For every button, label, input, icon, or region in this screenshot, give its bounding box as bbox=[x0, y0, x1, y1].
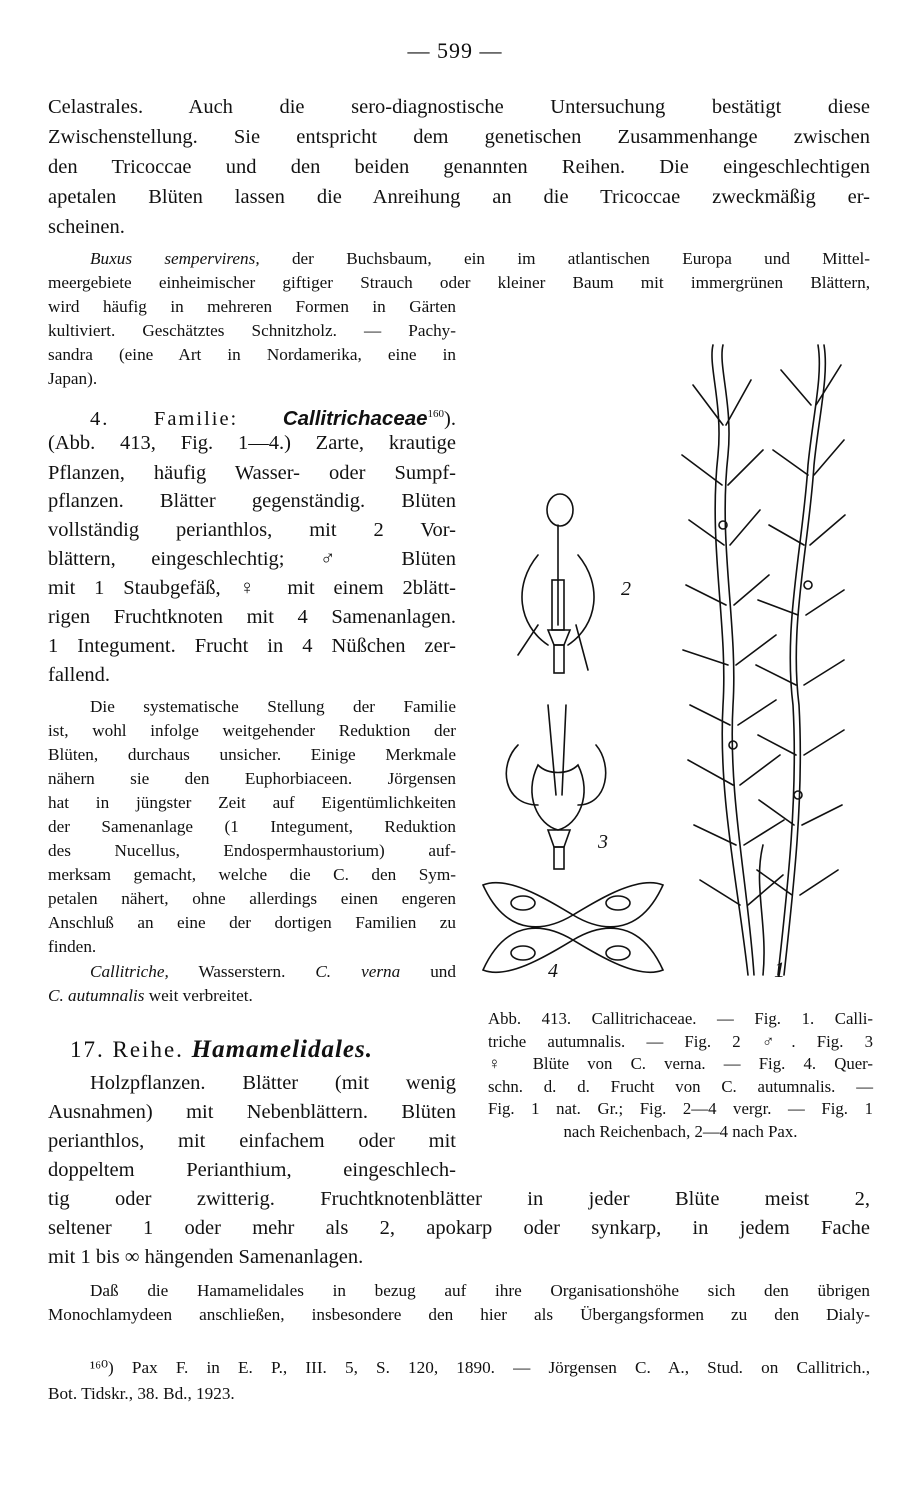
text-line: rigen Fruchtknoten mit 4 Samenanlagen. bbox=[48, 606, 456, 628]
small-text-line bbox=[90, 960, 456, 984]
text-line: Ausnahmen) mit Nebenblättern. Blüten bbox=[48, 1101, 456, 1123]
callitriche-plant-drawing bbox=[682, 345, 845, 975]
text-line: blättern, eingeschlechtig; ♂ Blüten bbox=[48, 548, 456, 570]
male-flower-drawing bbox=[518, 494, 594, 673]
caption-line: triche autumnalis. — Fig. 2 ♂. Fig. 3 bbox=[488, 1031, 873, 1051]
text-line: vollständig perianthlos, mit 2 Vor- bbox=[48, 519, 456, 541]
text-line: Holzpflanzen. Blätter (mit wenig bbox=[90, 1072, 456, 1094]
text-span: und bbox=[400, 962, 456, 981]
text-line: Zwischenstellung. Sie entspricht dem genetischen Zusammenhange zwischen bbox=[48, 126, 870, 148]
species-name: Buxus sempervirens, bbox=[90, 249, 260, 268]
heading-number: 17. Reihe. bbox=[70, 1037, 192, 1062]
caption-line: schn. d. d. Frucht von C. autumnalis. — bbox=[488, 1076, 873, 1096]
text-span: 4. Familie: bbox=[90, 407, 283, 430]
footnote-line: Bot. Tidskr., 38. Bd., 1923. bbox=[48, 1384, 235, 1403]
family-heading-line bbox=[90, 400, 456, 433]
text-line: (Abb. 413, Fig. 1—4.) Zarte, krautige bbox=[48, 432, 456, 454]
figure-label-2: 2 bbox=[621, 578, 631, 600]
buxus-line: sandra (eine Art in Nordamerika, eine in bbox=[48, 345, 456, 364]
footnote-ref: 160 bbox=[427, 408, 445, 420]
text-line: perianthlos, mit einfachem oder mit bbox=[48, 1130, 456, 1152]
buxus-line: meergebiete einheimischer giftiger Strauch oder kleiner Baum mit immergrünen Blättern, bbox=[48, 273, 870, 292]
text-line: fallend. bbox=[48, 664, 111, 686]
caption-line: Fig. 1 nat. Gr.; Fig. 2—4 vergr. — Fig. 1 bbox=[488, 1099, 873, 1119]
text-line: mit 1 Staubgefäß, ♀ mit einem 2blätt- bbox=[48, 577, 456, 599]
botanical-illustration bbox=[478, 325, 878, 1000]
section-heading bbox=[70, 1036, 373, 1064]
text-line: doppeltem Perianthium, eingeschlech- bbox=[48, 1159, 456, 1181]
figure-label-4: 4 bbox=[548, 960, 558, 982]
text-span: ). bbox=[444, 407, 456, 430]
buxus-line: Japan). bbox=[48, 369, 98, 388]
female-flower-drawing bbox=[506, 705, 605, 869]
buxus-line: wird häufig in mehreren Formen in Gärten bbox=[48, 297, 456, 316]
heading-title: Hamamelidales. bbox=[191, 1036, 374, 1063]
footnote-line: ¹⁶⁰) Pax F. in E. P., III. 5, S. 120, 1890. — Jörgensen C. A., Stud. on Callitrich., bbox=[90, 1358, 870, 1377]
text-line: Pflanzen, häufig Wasser- oder Sumpf- bbox=[48, 462, 456, 484]
species-name: C. verna bbox=[315, 962, 401, 981]
small-text-line: hat in jüngster Zeit auf Eigentümlichkeiten bbox=[48, 793, 456, 812]
buxus-line: kultiviert. Geschätztes Schnitzholz. — Pachy- bbox=[48, 321, 456, 340]
text-span: der Buchsbaum, ein im atlantischen Europa und Mittel- bbox=[259, 249, 870, 268]
small-text-line: merksam gemacht, welche die C. den Sym- bbox=[48, 865, 456, 884]
small-text-line: petalen nähert, ohne allerdings einen engeren bbox=[48, 889, 456, 908]
small-text-line: Die systematische Stellung der Familie bbox=[90, 697, 456, 716]
small-text-line: Blüten, durchaus unsicher. Einige Merkmale bbox=[48, 745, 456, 764]
text-line: mit 1 bis ∞ hängenden Samenanlagen. bbox=[48, 1246, 364, 1268]
text-line: apetalen Blüten lassen die Anreihung an die Tricoccae zweckmäßig er- bbox=[48, 186, 870, 208]
family-name: Callitrichaceae bbox=[282, 406, 428, 430]
small-text-line: Daß die Hamamelidales in bezug auf ihre Organisationshöhe sich den übrigen bbox=[90, 1281, 870, 1300]
small-text-line: finden. bbox=[48, 937, 97, 956]
small-text-line bbox=[48, 984, 253, 1008]
text-line: Celastrales. Auch die sero-diagnostische Untersuchung bestätigt diese bbox=[48, 96, 870, 118]
figure-caption bbox=[488, 1008, 873, 1144]
genus-name: Callitriche, bbox=[90, 962, 169, 981]
text-span: weit verbreitet. bbox=[144, 986, 253, 1005]
text-line: seltener 1 oder mehr als 2, apokarp oder synkarp, in jedem Fache bbox=[48, 1217, 870, 1239]
small-text-line: Anschluß an eine der dortigen Familien zu bbox=[48, 913, 456, 932]
small-text-line: ist, wohl infolge weitgehender Reduktion der bbox=[48, 721, 456, 740]
small-text-line: des Nucellus, Endospermhaustorium) auf- bbox=[48, 841, 456, 860]
text-span: Wasserstern. bbox=[168, 962, 316, 981]
figure-label-3: 3 bbox=[598, 831, 608, 853]
fruit-cross-section-drawing bbox=[483, 883, 663, 973]
species-name: C. autumnalis bbox=[48, 986, 145, 1005]
caption-line: nach Reichenbach, 2—4 nach Pax. bbox=[563, 1121, 798, 1141]
text-line: 1 Integument. Frucht in 4 Nüßchen zer- bbox=[48, 635, 456, 657]
caption-line: ♀ Blüte von C. verna. — Fig. 4. Quer- bbox=[488, 1054, 873, 1074]
page-number: — 599 — bbox=[407, 38, 503, 63]
text-line: den Tricoccae und den beiden genannten Reihen. Die eingeschlechtigen bbox=[48, 156, 870, 178]
buxus-line bbox=[90, 247, 870, 271]
small-text-line: nähern sie den Euphorbiaceen. Jörgensen bbox=[48, 769, 456, 788]
figure-label-1: 1 bbox=[774, 957, 785, 982]
caption-line: Abb. 413. Callitrichaceae. — Fig. 1. Calli- bbox=[488, 1009, 873, 1028]
small-text-line: der Samenanlage (1 Integument, Reduktion bbox=[48, 817, 456, 836]
text-line: tig oder zwitterig. Fruchtknotenblätter in jeder Blüte meist 2, bbox=[48, 1188, 870, 1210]
text-line: pflanzen. Blätter gegenständig. Blüten bbox=[48, 490, 456, 512]
small-text-line: Monochlamydeen anschließen, insbesondere den hier als Übergangsformen zu den Dialy- bbox=[48, 1305, 870, 1324]
text-line: scheinen. bbox=[48, 216, 125, 238]
